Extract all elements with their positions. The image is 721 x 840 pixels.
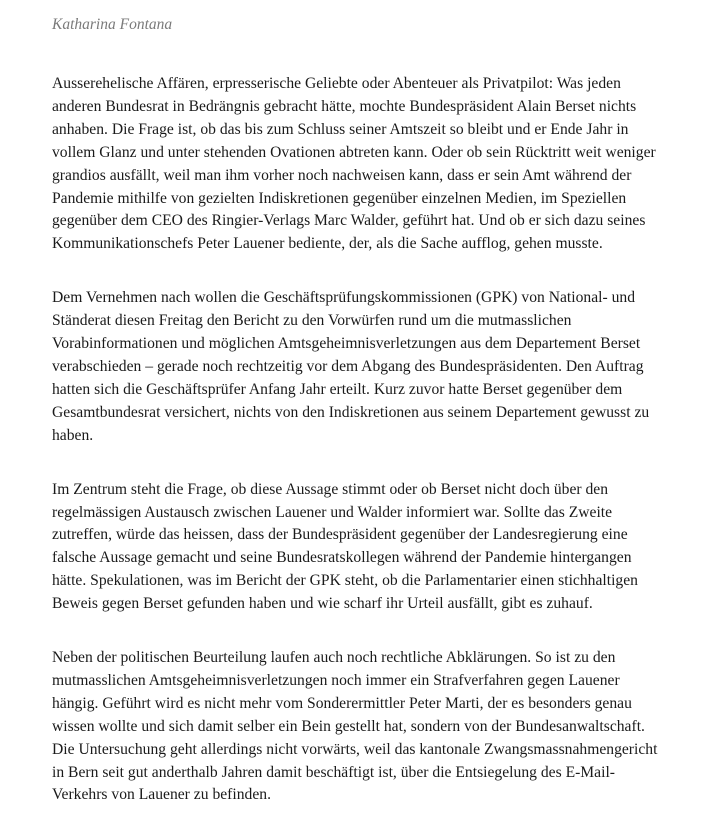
- article-paragraph: Ausserehelische Affären, erpresserische Geliebte oder Abenteuer als Privatpilot: Was jeden anderen Bundesrat in Bedrängnis gebracht hätte, mochte Bundespräsident Alain Berset nichts anhaben. Die Frage ist, ob das bis zum Schluss seiner Amtszeit so bleibt und er Ende Jahr in vollem Glanz und unter stehenden Ovationen abtreten kann. Oder ob sein Rücktritt weit weniger grandios ausfällt, weil man ihm vorher noch nachweisen kann, dass er sein Amt während der Pandemie mithilfe von gezielten Indiskretionen gegenüber einzelnen Medien, im Speziellen gegenüber dem CEO des Ringier-Verlags Marc Walder, geführt hat. Und ob er sich dazu seines Kommunikationschefs Peter Lauener bediente, der, als die Sache aufflog, gehen musste.: [52, 75, 656, 253]
- article-body: [52, 73, 664, 807]
- author-byline: Katharina Fontana: [52, 16, 173, 33]
- article-paragraph: Dem Vernehmen nach wollen die Geschäftsprüfungskommissionen (GPK) von National- und Ständerat diesen Freitag den Bericht zu den Vorwürfen rund um die mutmasslichen Vorabinformationen und möglichen Amtsgeheimnisverletzungen aus dem Departement Berset verabschieden – gerade noch rechtzeitig vor dem Abgang des Bundespräsidenten. Den Auftrag hatten sich die Geschäftsprüfer Anfang Jahr erteilt. Kurz zuvor hatte Berset gegenüber dem Gesamtbundesrat versichert, nichts von den Indiskretionen aus seinem Departement gewusst zu haben.: [52, 289, 650, 444]
- article-page: [52, 0, 664, 838]
- article-paragraph: Neben der politischen Beurteilung laufen auch noch rechtliche Abklärungen. So ist zu den mutmasslichen Amtsgeheimnisverletzungen noch immer ein Strafverfahren gegen Lauener hängig. Geführt wird es nicht mehr vom Sonderermittler Peter Marti, der es besonders genau wissen wollte und sich damit selber ein Bein gestellt hat, sondern von der Bundesanwaltschaft. Die Untersuchung geht allerdings nicht vorwärts, weil das kantonale Zwangsmassnahmengericht in Bern seit gut anderthalb Jahren damit beschäftigt ist, über die Entsiegelung des E-Mail-Verkehrs von Lauener zu befinden.: [52, 649, 658, 804]
- article-paragraph: Im Zentrum steht die Frage, ob diese Aussage stimmt oder ob Berset nicht doch über den regelmässigen Austausch zwischen Lauener und Walder informiert war. Sollte das Zweite zutreffen, würde das heissen, dass der Bundespräsident gegenüber der Landesregierung eine falsche Aussage gemacht und seine Bundesratskollegen während der Pandemie hintergangen hätte. Spekulationen, was im Bericht der GPK steht, ob die Parlamentarier einen stichhaltigen Beweis gegen Berset gefunden haben und wie scharf ihr Urteil ausfällt, gibt es zuhauf.: [52, 480, 638, 613]
